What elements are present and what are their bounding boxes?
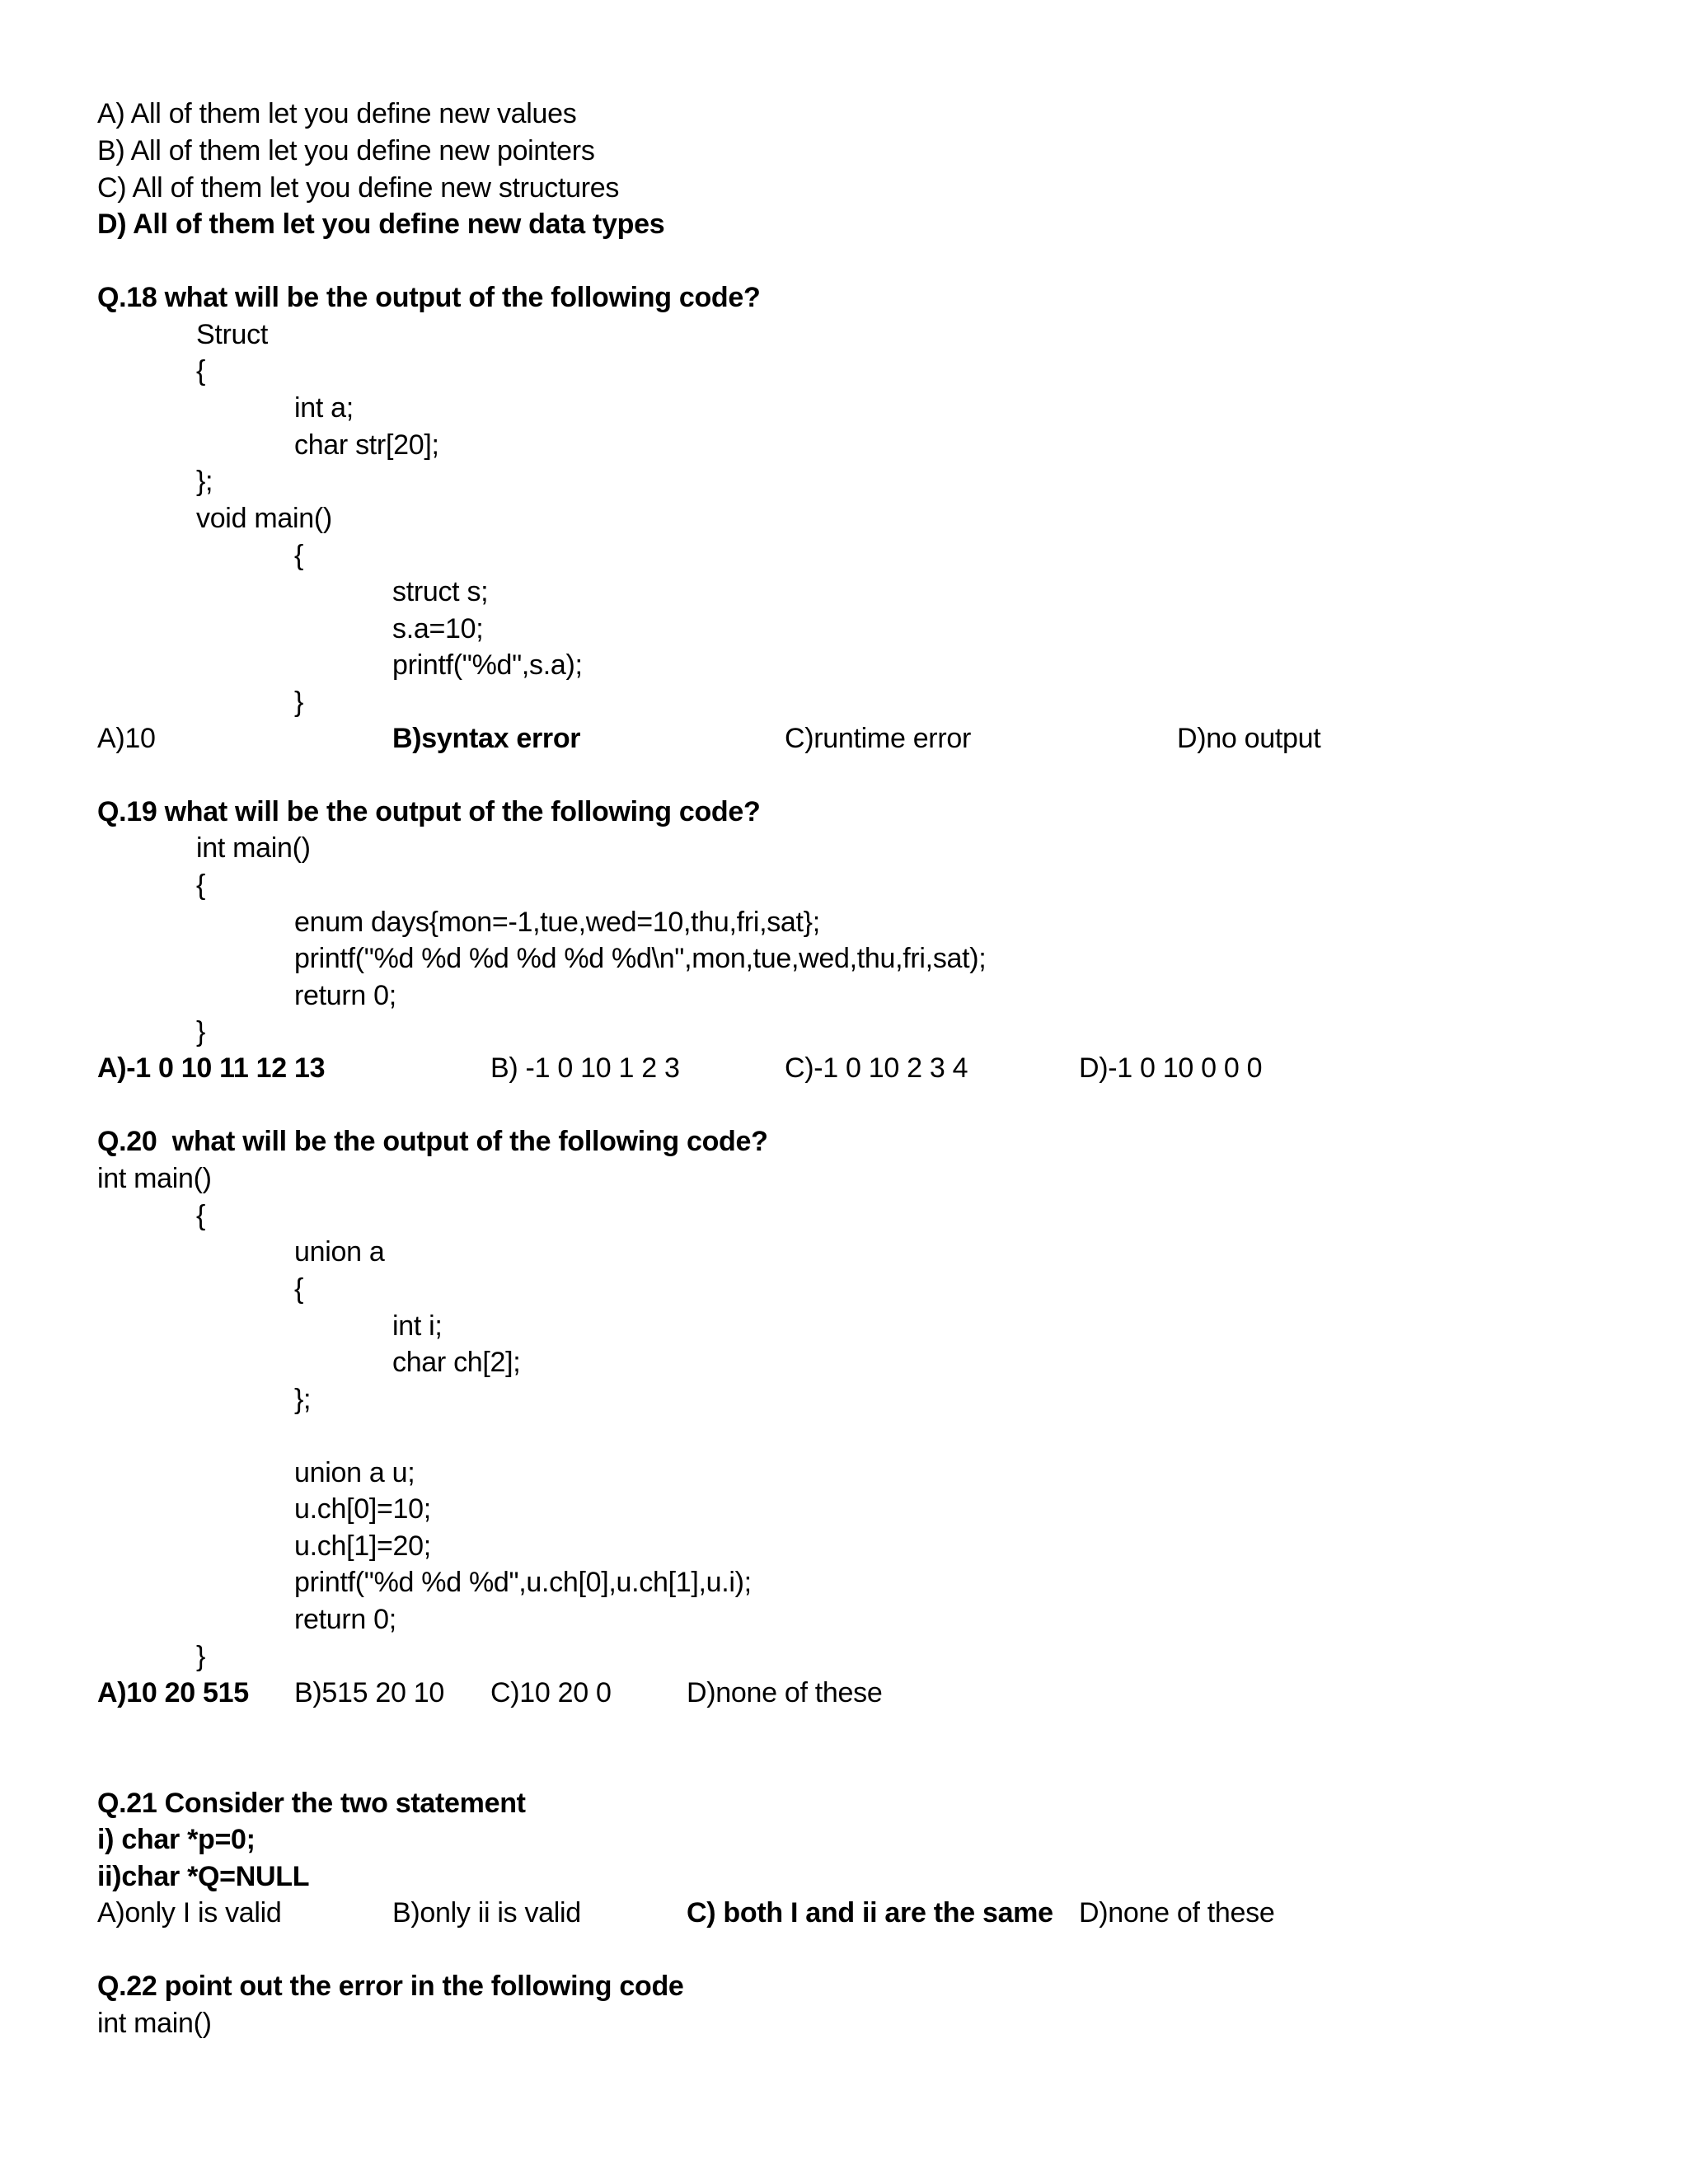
q17-option-a: A) All of them let you define new values <box>97 98 577 129</box>
q19-option-b: B) -1 0 10 1 2 3 <box>490 1052 680 1084</box>
q19-question: Q.19 what will be the output of the following code? <box>97 796 761 827</box>
q18-code-line: Struct <box>196 319 269 350</box>
q20-code-line: } <box>196 1641 206 1672</box>
q20-code-line: union a <box>294 1236 385 1268</box>
q18-code-line: printf("%d",s.a); <box>392 649 583 681</box>
q19-code-line: printf("%d %d %d %d %d %d\n",mon,tue,wed,thu,fri,sat); <box>294 943 987 974</box>
q19-code-line: return 0; <box>294 980 396 1011</box>
q20-option-b: B)515 20 10 <box>294 1677 444 1708</box>
q20-code-line: char ch[2]; <box>392 1347 521 1378</box>
q22-question: Q.22 point out the error in the following code <box>97 1971 684 2002</box>
q19-option-c: C)-1 0 10 2 3 4 <box>785 1052 968 1084</box>
q22-code-line: int main() <box>97 2008 212 2039</box>
q20-option-c: C)10 20 0 <box>490 1677 612 1708</box>
q21-option-d: D)none of these <box>1079 1897 1275 1929</box>
q18-question: Q.18 what will be the output of the following code? <box>97 282 761 313</box>
q18-code-line: int a; <box>294 392 354 424</box>
q19-code-line: } <box>196 1016 206 1047</box>
q20-question: Q.20 what will be the output of the following code? <box>97 1126 768 1157</box>
q18-option-b: B)syntax error <box>392 723 581 754</box>
q18-code-line: { <box>196 355 206 387</box>
q19-option-a: A)-1 0 10 11 12 13 <box>97 1052 326 1084</box>
q20-option-a: A)10 20 515 <box>97 1677 249 1708</box>
q18-code-line: char str[20]; <box>294 429 439 461</box>
q20-code-line: u.ch[0]=10; <box>294 1493 431 1525</box>
q18-code-line: struct s; <box>392 576 489 607</box>
q19-code-line: int main() <box>196 832 311 864</box>
q18-option-a: A)10 <box>97 723 156 754</box>
q20-code-line: return 0; <box>294 1604 396 1635</box>
q20-code-line: int i; <box>392 1310 443 1342</box>
q20-option-d: D)none of these <box>687 1677 883 1708</box>
q18-code-line: void main() <box>196 503 332 534</box>
q17-option-d: D) All of them let you define new data types <box>97 209 665 240</box>
q19-code-line: enum days{mon=-1,tue,wed=10,thu,fri,sat}; <box>294 907 820 938</box>
q18-code-line: } <box>294 687 304 718</box>
q21-statement-ii: ii)char *Q=NULL <box>97 1861 310 1892</box>
q21-statement-i: i) char *p=0; <box>97 1824 256 1855</box>
q21-option-c: C) both I and ii are the same <box>687 1897 1053 1929</box>
q18-code-line: }; <box>196 466 213 497</box>
q20-code-line: }; <box>294 1384 312 1415</box>
q17-option-c: C) All of them let you define new structures <box>97 172 620 204</box>
q20-code-line: { <box>196 1200 206 1231</box>
q20-code-line: union a u; <box>294 1457 415 1488</box>
q18-option-c: C)runtime error <box>785 723 971 754</box>
q20-code-line: printf("%d %d %d",u.ch[0],u.ch[1],u.i); <box>294 1567 752 1598</box>
q21-question: Q.21 Consider the two statement <box>97 1788 526 1819</box>
q19-code-line: { <box>196 869 206 901</box>
q17-option-b: B) All of them let you define new pointers <box>97 135 595 166</box>
q20-code-line: { <box>294 1273 304 1305</box>
q18-code-line: { <box>294 540 304 571</box>
q18-option-d: D)no output <box>1177 723 1321 754</box>
q20-code-line: u.ch[1]=20; <box>294 1530 431 1562</box>
q20-code-line: int main() <box>97 1163 212 1194</box>
q21-option-a: A)only I is valid <box>97 1897 282 1929</box>
q19-option-d: D)-1 0 10 0 0 0 <box>1079 1052 1263 1084</box>
q18-code-line: s.a=10; <box>392 613 484 644</box>
q21-option-b: B)only ii is valid <box>392 1897 581 1929</box>
